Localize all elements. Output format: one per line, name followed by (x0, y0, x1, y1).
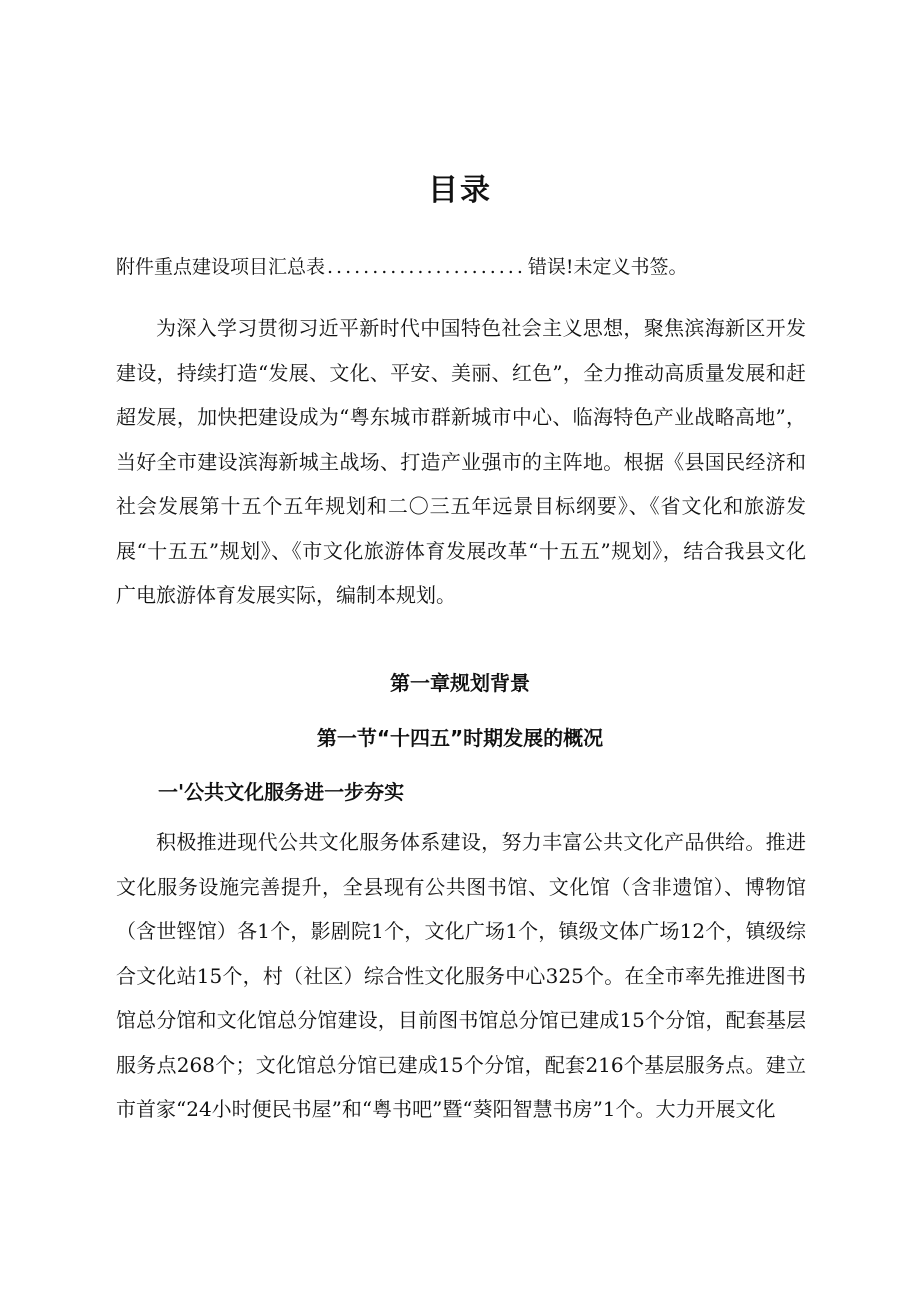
section-heading: 第一节“十四五”时期发展的概况 (316, 726, 604, 750)
body-paragraph: 积极推进现代公共文化服务体系建设，努力丰富公共文化产品供给。推进文化服务设施完善提升，全县现有公共图书馆、文化馆（含非遗馆）、博物馆（含世铿馆）各1个，影剧院1个，文化广场1个，镇级文体广场12个，镇级综合文化站15个，村（社区）综合性文化服务中心325个。在全市率先推进图书馆总分馆和文化馆总分馆建设，目前图书馆总分馆已建成15个分馆，配套基层服务点268个；文化馆总分馆已建成15个分馆，配套216个基层服务点。建立市首家“24小时便民书屋”和“粤书吧”暨“葵阳智慧书房”1个。大力开展文化 (116, 830, 806, 1121)
toc-entry[interactable] (116, 252, 816, 279)
toc-entry-page-ref: 错误!未定义书签。 (527, 256, 688, 278)
toc-title: 目录 (428, 173, 492, 208)
chapter-heading: 第一章规划背景 (390, 671, 530, 695)
intro-paragraph: 为深入学习贯彻习近平新时代中国特色社会主义思想，聚焦滨海新区开发建设，持续打造“发展、文化、平安、美丽、红色”，全力推动高质量发展和赶超发展，加快把建设成为“粤东城市群新城市中心、临海特色产业战略高地”，当好全市建设滨海新城主战场、打造产业强市的主阵地。根据《县国民经济和社会发展第十五个五年规划和二〇三五年远景目标纲要》、《省文化和旅游发展“十五五”规划》、《市文化旅游体育发展改革“十五五”规划》，结合我县文化广电旅游体育发展实际，编制本规划。 (116, 316, 806, 607)
subsection-heading: 一'公共文化服务进一步夯实 (158, 780, 405, 804)
toc-entry-leader: ...................... (327, 256, 526, 278)
toc-entry-label: 附件重点建设项目汇总表 (116, 256, 326, 278)
